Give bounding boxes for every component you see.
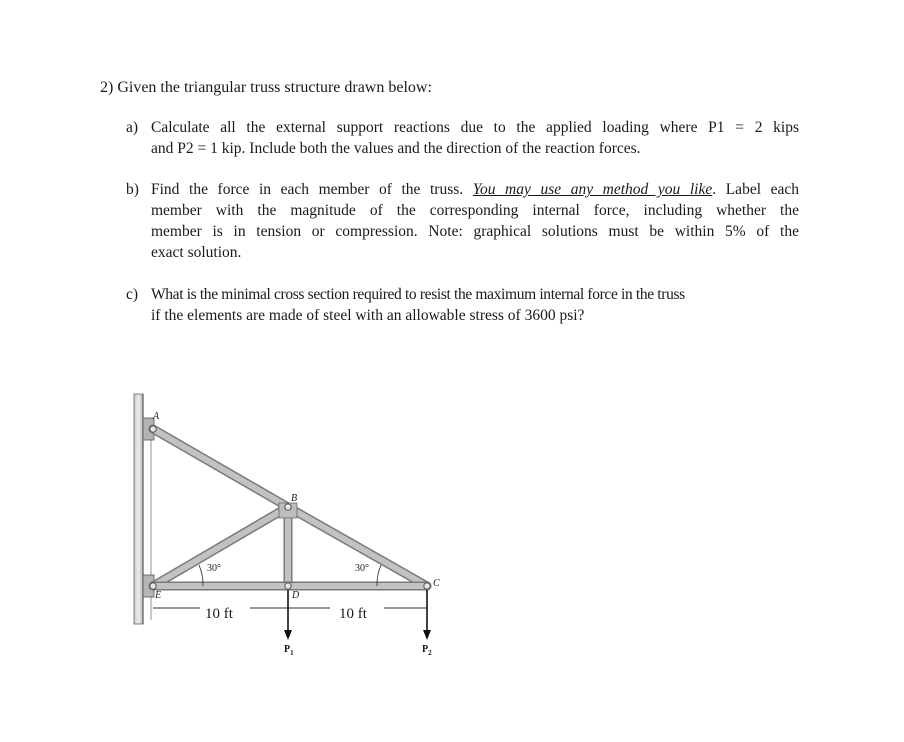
joint-label-a: A bbox=[153, 411, 160, 422]
part-a-line-1: Calculate all the external support reactions due to the applied loading where P1 = 2 kips bbox=[151, 119, 799, 136]
joint-label-b: B bbox=[291, 493, 298, 504]
joint-label-c: C bbox=[433, 578, 440, 589]
part-c-marker: c) bbox=[126, 286, 139, 303]
part-b-text-start: Find the force in each member of the truss. bbox=[151, 181, 473, 198]
part-c-line-2: if the elements are made of steel with an allowable stress of 3600 psi? bbox=[151, 307, 585, 324]
part-b-marker: b) bbox=[126, 181, 139, 198]
pin-c bbox=[424, 583, 430, 589]
wall bbox=[134, 394, 143, 624]
pin-b bbox=[285, 504, 291, 510]
angle-label-right: 30° bbox=[355, 563, 369, 574]
part-c-line-1: What is the minimal cross section required to resist the maximum internal force in the truss bbox=[151, 286, 685, 303]
joint-label-d: D bbox=[292, 590, 300, 601]
method-note: You may use any method you like bbox=[472, 181, 713, 198]
part-a-line-2: and P2 = 1 kip. Include both the values and the direction of the reaction forces. bbox=[151, 140, 641, 157]
part-b-line-2: member with the magnitude of the corresponding internal force, including whether the bbox=[151, 202, 799, 219]
problem-heading: 2) Given the triangular truss structure drawn below: bbox=[100, 79, 432, 96]
part-b-line-3: member is in tension or compression. Note: graphical solutions must be within 5% of the bbox=[151, 223, 799, 240]
pin-a bbox=[150, 426, 156, 432]
part-a-marker: a) bbox=[126, 119, 139, 136]
angle-label-left: 30° bbox=[207, 563, 221, 574]
joint-label-e: E bbox=[155, 590, 162, 601]
pin-e bbox=[150, 583, 156, 589]
pin-d bbox=[285, 583, 291, 589]
load-label-p2: $P_2$ bbox=[422, 644, 432, 657]
part-b-line-4: exact solution. bbox=[151, 244, 242, 261]
load-label-p1: $P_1$ bbox=[284, 644, 294, 657]
part-b-text-end: . Label each bbox=[712, 181, 799, 198]
dimension-label-left: 10 ft bbox=[205, 606, 233, 622]
dimension-label-right: 10 ft bbox=[339, 606, 367, 622]
